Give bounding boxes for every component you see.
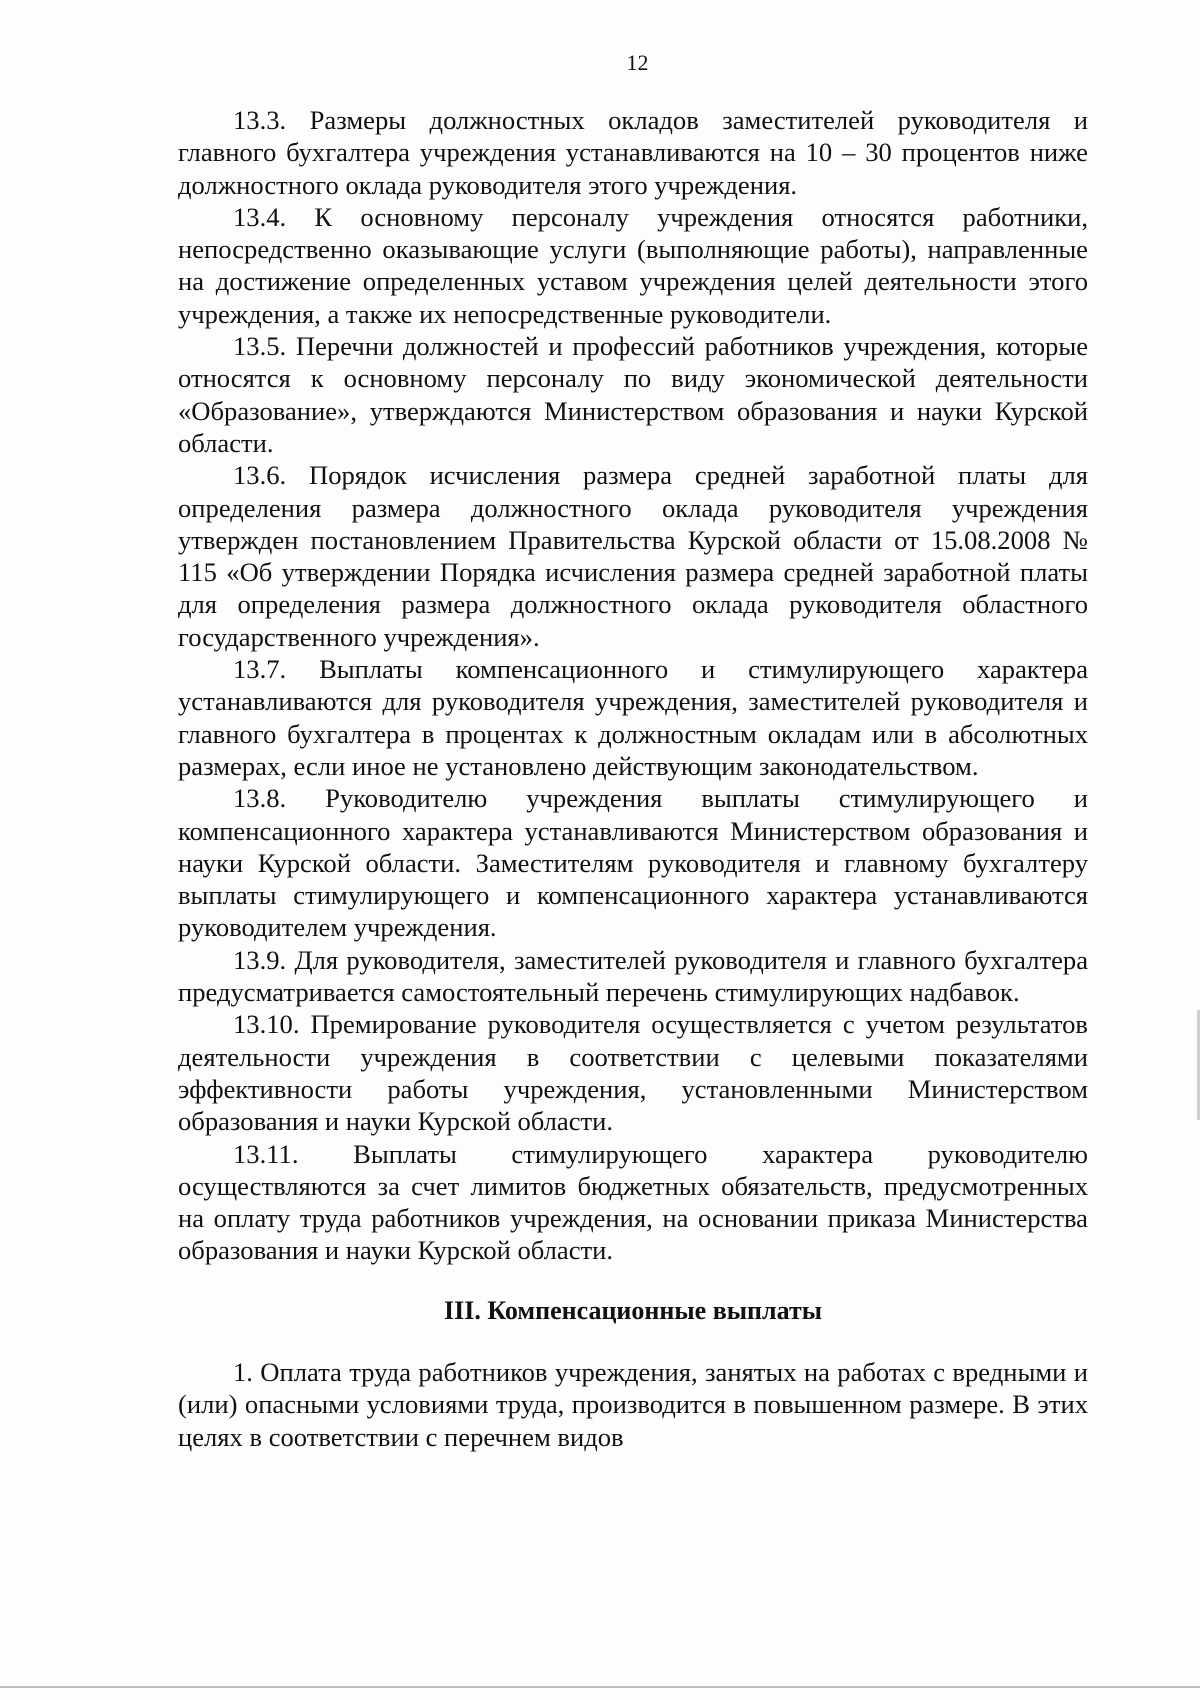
- section-heading: III. Компенсационные выплаты: [443, 1295, 823, 1325]
- page-number: 12: [626, 50, 649, 75]
- document-body: [178, 104, 1088, 1453]
- paragraph-13-5: 13.5. Перечни должностей и профессий работников учреждения, которые относятся к основному персоналу по виду экономической деятельности «Образование», утверждаются Министерством образования и науки Курской области.: [178, 331, 1088, 458]
- paragraph-13-11: 13.11. Выплаты стимулирующего характера руководителю осуществляются за счет лимитов бюджетных обязательств, предусмотренных на оплату труда работников учреждения, на основании приказа Министерства образования и науки Курской области.: [178, 1138, 1088, 1266]
- paragraph-13-4: 13.4. К основному персоналу учреждения относятся работники, непосредственно оказывающие услуги (выполняющие работы), направленные на достижение определенных уставом учреждения целей деятельности этого учреждения, а также их непосредственные руководители.: [178, 201, 1088, 329]
- paragraph-13-9: 13.9. Для руководителя, заместителей руководителя и главного бухгалтера предусматривается самостоятельный перечень стимулирующих надбавок.: [178, 944, 1088, 1008]
- paragraph-section-1: 1. Оплата труда работников учреждения, занятых на работах с вредными и (или) опасными условиями труда, производится в повышенном размере. В этих целях в соответствии с перечнем видов: [178, 1356, 1088, 1452]
- paragraph-13-3: 13.3. Размеры должностных окладов заместителей руководителя и главного бухгалтера учреждения устанавливаются на 10 – 30 процентов ниже должностного оклада руководителя этого учреждения.: [178, 105, 1088, 200]
- paragraph-13-10: 13.10. Премирование руководителя осуществляется с учетом результатов деятельности учреждения в соответствии с целевыми показателями эффективности работы учреждения, установленными Министерством образования и науки Курской области.: [178, 1009, 1088, 1137]
- scan-bottom-line: [0, 1686, 1200, 1688]
- paragraph-13-6: 13.6. Порядок исчисления размера средней заработной платы для определения размера должностного оклада руководителя учреждения утвержден постановлением Правительства Курской области от 15.08.2008 № 115 «Об утверждении Порядка исчисления размера средней заработной платы для определения размера должностного оклада руководителя областного государственного учреждения».: [178, 460, 1088, 652]
- paragraph-13-8: 13.8. Руководителю учреждения выплаты стимулирующего и компенсационного характера устанавливаются Министерством образования и науки Курской области. Заместителям руководителя и главному бухгалтеру выплаты стимулирующего и компенсационного характера устанавливаются руководителем учреждения.: [178, 783, 1088, 943]
- paragraph-13-7: 13.7. Выплаты компенсационного и стимулирующего характера устанавливаются для руководителя учреждения, заместителей руководителя и главного бухгалтера в процентах к должностным окладам или в абсолютных размерах, если иное не установлено действующим законодательством.: [178, 654, 1088, 781]
